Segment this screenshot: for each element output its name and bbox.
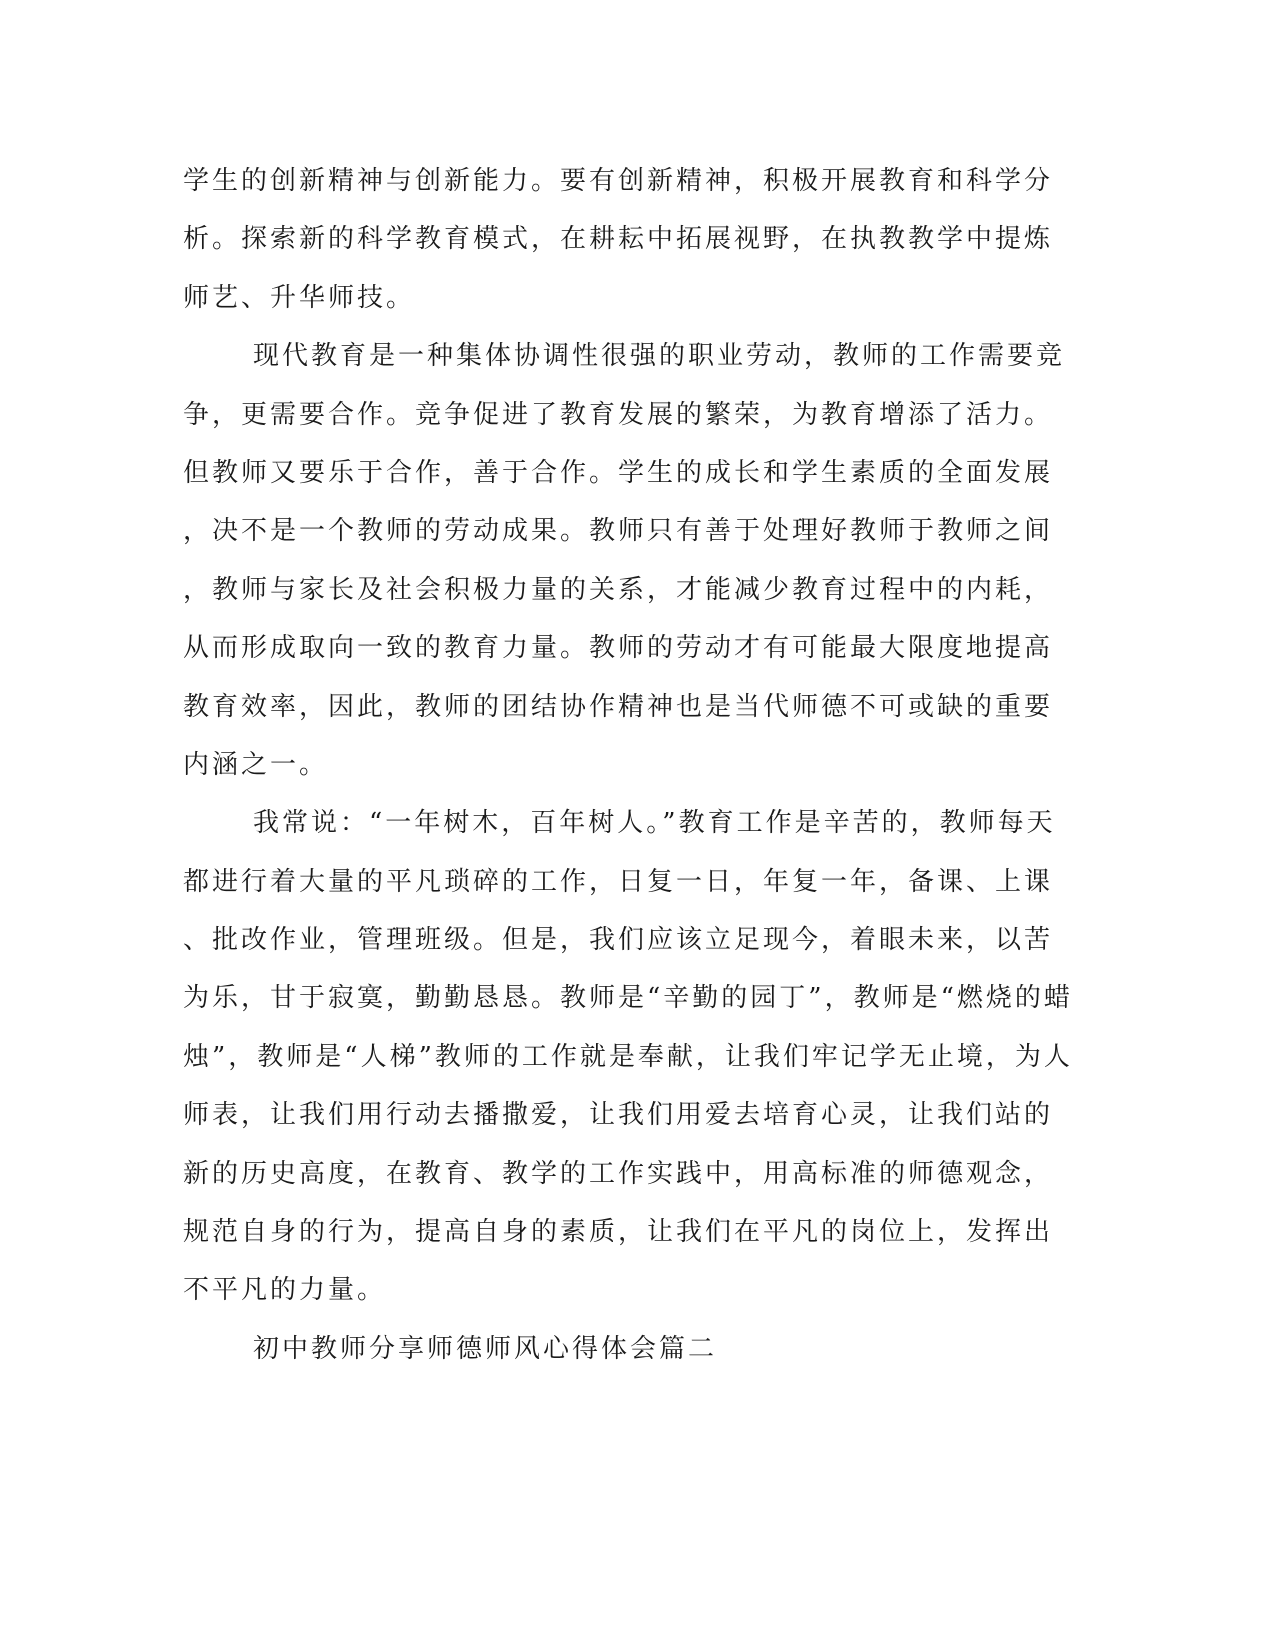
text-line: 教育效率，因此，教师的团结协作精神也是当代师德不可或缺的重要 — [183, 691, 1054, 722]
text-line: 新的历史高度，在教育、教学的工作实践中，用高标准的师德观念， — [183, 1158, 1054, 1189]
text-line: 从而形成取向一致的教育力量。教师的劳动才有可能最大限度地提高 — [183, 633, 1054, 664]
paragraph — [183, 152, 1054, 327]
text-line: 但教师又要乐于合作，善于合作。学生的成长和学生素质的全面发展 — [183, 457, 1054, 488]
text-line: 争，更需要合作。竞争促进了教育发展的繁荣，为教育增添了活力。 — [183, 399, 1054, 430]
paragraph — [183, 794, 1073, 1320]
text-line: 师艺、升华师技。 — [183, 282, 416, 313]
text-line: 现代教育是一种集体协调性很强的职业劳动，教师的工作需要竞 — [253, 341, 1066, 372]
text-line: 初中教师分享师德师风心得体会篇二 — [253, 1333, 718, 1364]
text-line: 、批改作业，管理班级。但是，我们应该立足现今，着眼未来，以苦 — [183, 925, 1054, 956]
paragraph — [183, 327, 1066, 794]
text-line: 内涵之一。 — [183, 749, 329, 780]
text-line: 我常说：“一年树木，百年树人。”教育工作是辛苦的，教师每天 — [253, 808, 1056, 839]
text-line: 师表，让我们用行动去播撒爱，让我们用爱去培育心灵，让我们站的 — [183, 1100, 1054, 1131]
text-line: 不平凡的力量。 — [183, 1275, 387, 1306]
text-line: ，教师与家长及社会积极力量的关系，才能减少教育过程中的内耗， — [183, 574, 1054, 605]
text-line: 规范自身的行为，提高自身的素质，让我们在平凡的岗位上，发挥出 — [183, 1217, 1054, 1248]
text-line: 学生的创新精神与创新能力。要有创新精神，积极开展教育和科学分 — [183, 166, 1054, 196]
text-line: ，决不是一个教师的劳动成果。教师只有善于处理好教师于教师之间 — [183, 516, 1054, 547]
text-line: 为乐，甘于寂寞，勤勤恳恳。教师是“辛勤的园丁”，教师是“燃烧的蜡 — [183, 983, 1073, 1014]
document-body — [183, 152, 1073, 1378]
text-line: 烛”，教师是“人梯”教师的工作就是奉献，让我们牢记学无止境，为人 — [183, 1041, 1073, 1072]
text-line: 析。探索新的科学教育模式，在耕耘中拓展视野，在执教教学中提炼 — [183, 224, 1054, 255]
text-line: 都进行着大量的平凡琐碎的工作，日复一日，年复一年，备课、上课 — [183, 866, 1054, 897]
paragraph — [183, 1320, 1033, 1378]
